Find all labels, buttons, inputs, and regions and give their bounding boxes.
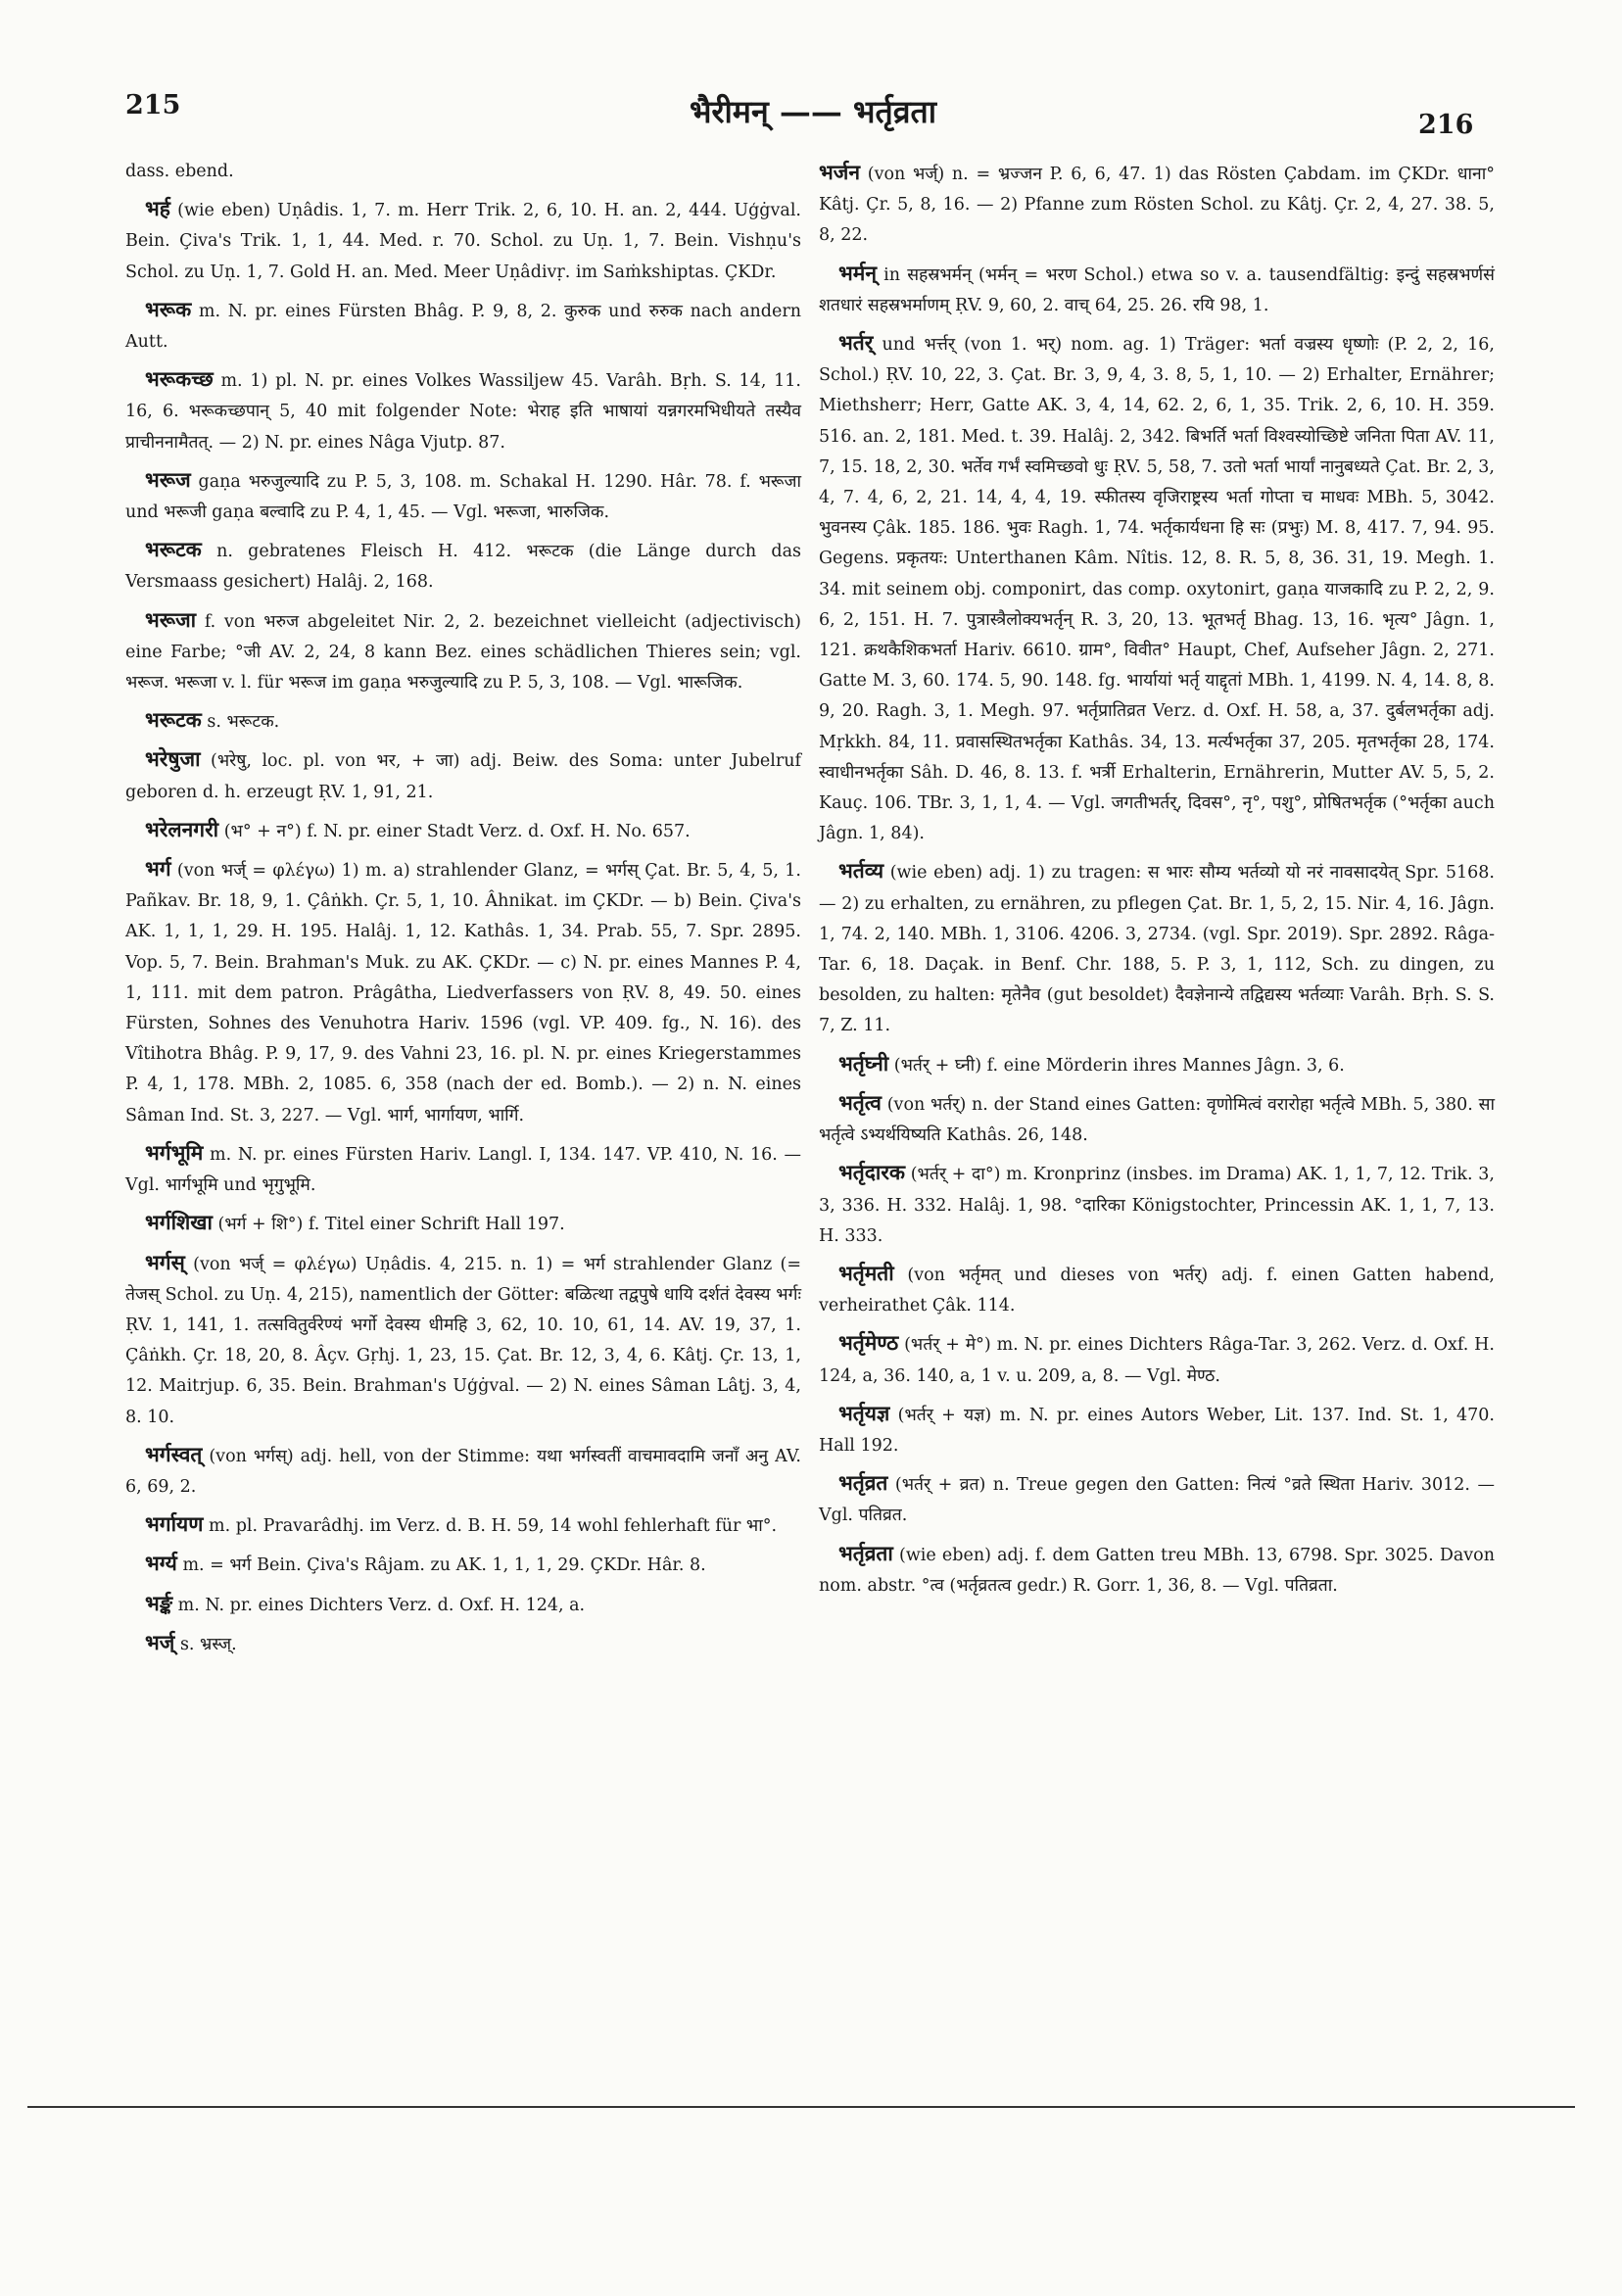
entry-headword: भर्तृव्रता [838,1540,893,1565]
entry-text: m. N. pr. eines Fürsten Bhâg. P. 9, 8, 2. कुरुक und रुरुक nach andern Autt. [125,301,801,353]
entry-headword: भरेषुजा [145,746,201,772]
dictionary-entry [125,1247,801,1433]
entry-headword: भर्गायण [145,1511,204,1537]
entry-headword: भरूकच्छ [145,366,214,392]
entry-headword: भर्गस्वत् [145,1441,203,1466]
entry-text: (wie eben) adj. f. dem Gatten treu MBh. 13, 6798. Spr. 3025. Davon nom. abstr. °त्व (भर्तृव्रतत्व gedr.) R. Gorr. 1, 36, 8. — Vgl. पतिव्रता. [819,1545,1495,1596]
entry-headword: भर्तृत्व [838,1089,882,1115]
entry-headword: भर्तृमती [838,1260,894,1285]
entry-headword: भर्तृदारक [838,1160,906,1185]
entry-headword: भरूज [145,466,191,492]
entry-text: m. N. pr. eines Fürsten Hariv. Langl. I, 134. 147. VP. 410, N. 16. — Vgl. भार्गभूमि und भृगुभूमि. [125,1144,801,1196]
dictionary-entry [819,1538,1495,1602]
entry-headword: भर्तृमेण्ठ [838,1330,899,1356]
entry-text: (भर्तर् + घ्नी) f. eine Mörderin ihres Mannes Jâgn. 3, 6. [893,1055,1345,1076]
entry-text: m. 1) pl. N. pr. eines Volkes Wassiljew 45. Varâh. Bṛh. S. 14, 11. 16, 6. भरूकच्छपान् 5, 40 mit folgender Note: भेराह इति भाषायां यन्नगरमभिधीयते तस्यैव प्राचीननामैतत्. — 2) N. pr. eines Nâga Vjutp. 87. [125,371,801,453]
entry-text: (भर्तर् + यज्ञ) m. N. pr. eines Autors Weber, Lit. 137. Ind. St. 1, 470. Hall 192. [819,1405,1495,1456]
dictionary-entry [819,1327,1495,1391]
entry-headword: भर्ग्य [145,1551,177,1576]
entry-text: (भ° + न°) f. N. pr. einer Stadt Verz. d. Oxf. H. No. 657. [223,821,691,841]
dictionary-entry [819,1258,1495,1321]
entry-headword: भर्तर् [838,330,874,356]
dictionary-entry [125,1548,801,1581]
dictionary-entry [125,853,801,1131]
dictionary-entry [819,327,1495,849]
left-page-number: 215 [125,90,181,120]
entry-headword: भर्ङ्क [145,1590,173,1615]
entry-text: (भर्तर् + मे°) m. N. pr. eines Dichters Râga-Tar. 3, 262. Verz. d. Oxf. H. 124, a, 36. 140, a, 1 v. u. 209, a, 8. — Vgl. मेण्ठ. [819,1335,1495,1386]
dictionary-entry [819,1467,1495,1531]
entry-text: gaṇa भरुजुल्यादि zu P. 5, 3, 108. m. Schakal H. 1290. Hâr. 78. f. भरूजा und भरूजी gaṇa बल्वादि zu P. 4, 1, 45. — Vgl. भरूजा, भारुजिक. [125,471,801,523]
entry-text: in सहस्रभर्मन् (भर्मन् = भरण Schol.) etwa so v. a. tausendfältig: इन्दुं सहस्रभर्णसं शतधारं सहस्रभर्माणम् ṚV. 9, 60, 2. वाच् 64, 25. 26. रयि 98, 1. [819,264,1495,315]
dictionary-entry [819,855,1495,1041]
dictionary-entry [819,1398,1495,1461]
entry-text: m. pl. Pravarâdhj. im Verz. d. B. H. 59, 14 wohl fehlerhaft für भा°. [208,1516,778,1537]
entry-text: (भरेषु, loc. pl. von भर, + जा) adj. Beiw. des Soma: unter Jubelruf geboren d. h. erzeugt ṚV. 1, 91, 21. [125,751,801,802]
entry-headword: भर्ज् [145,1629,175,1654]
dictionary-entry [819,1048,1495,1081]
entry-headword: भर्ह [145,196,170,221]
entry-headword: भर्तव्य [838,858,884,884]
entry-text: (von भर्तर्) n. der Stand eines Gatten: वृणोमित्वं वरारोहा भर्तृत्वे MBh. 5, 380. सा भर्तृत्वे ऽभ्यर्थयिष्यति Kathâs. 26, 148. [819,1094,1495,1146]
entry-text: (von भर्ज् = φλέγω) Uṇâdis. 4, 215. n. 1) = भर्ग strahlender Glanz (= तेजस् Schol. zu Uṇ. 4, 215), namentlich der Götter: बळित्था तद्वपुषे धायि दर्शतं देवस्य भर्गः ṚV. 1, 141, 1. तत्सवितुर्वरेण्यं भर्गो देवस्य धीमहि 3, 62, 10. 10, 61, 14. AV. 19, 37, 1. Çâṅkh. Çr. 18, 20, 8. Âçv. Gṛhj. 1, 23, 15. Çat. Br. 12, 3, 4, 6. Kâtj. Çr. 13, 1, 12. Maitrjup. 6, 35. Bein. Brahman's Uģġval. — 2) N. eines Sâman Lâṭj. 3, 4, 8. 10. [125,1254,801,1427]
dictionary-entry [125,1137,801,1201]
entry-headword: भर्गभूमि [145,1139,204,1165]
dictionary-entry [819,1087,1495,1151]
entry-text: (von भर्ज् = φλέγω) 1) m. a) strahlender Glanz, = भर्गस् Çat. Br. 5, 4, 5, 1. Pañkav. Br. 18, 9, 1. Çâṅkh. Çr. 5, 1, 10. Âhnikat. im ÇKDr. — b) Bein. Çiva's AK. 1, 1, 1, 29. H. 195. Halâj. 1, 12. Kathâs. 1, 34. Prab. 55, 7. Spr. 2895. Vop. 5, 7. Bein. Brahman's Muk. zu AK. ÇKDr. — c) N. pr. eines Mannes P. 4, 1, 111. mit dem patron. Prâgâtha, Liedverfassers von ṚV. 8, 49. 50. eines Fürsten, Sohnes des Venuhotra Hariv. 1596 (vgl. VP. 409. fg., N. 16). des Vîtihotra Bhâg. P. 9, 17, 9. des Vahni 23, 16. pl. N. pr. eines Kriegerstammes P. 4, 1, 178. MBh. 2, 1085. 6, 358 (nach der ed. Bomb.). — 2) n. N. eines Sâman Ind. St. 3, 227. — Vgl. भार्ग, भार्गायण, भार्गि. [125,861,801,1125]
entry-text: (भर्तर् + दा°) m. Kronprinz (insbes. im Drama) AK. 1, 1, 7, 12. Trik. 3, 3, 336. H. 332. Halâj. 1, 98. °दारिका Königstochter, Princessin AK. 1, 1, 7, 13. H. 333. [819,1165,1495,1246]
entry-headword: भर्गस् [145,1249,185,1274]
dictionary-entry [125,363,801,458]
dictionary-entry [819,1157,1495,1252]
entry-text: (von भर्तृमत् und dieses von भर्तर्) adj. f. einen Gatten habend, verheirathet Çâk. 114. [819,1265,1495,1316]
right-page-number: 216 [1418,110,1474,140]
entry-headword: भर्गशिखा [145,1210,213,1235]
dictionary-entry [819,258,1495,321]
dictionary-entry [125,1207,801,1240]
dictionary-entry [819,157,1495,252]
entry-headword: भर्ग [145,856,171,882]
dictionary-entry [125,704,801,738]
entry-headword: भर्तृघ्नी [838,1050,889,1076]
entry-headword: भर्तृयज्ञ [838,1400,890,1425]
entry-text: n. gebratenes Fleisch H. 412. भरूटक (die Länge durch das Versmaass gesichert) Halâj. 2, 168. [125,542,801,593]
right-column [819,157,1495,1607]
entry-text: (भर्तर् + व्रत) n. Treue gegen den Gatten: नित्यं °व्रते स्थिता Hariv. 3012. — Vgl. पतिव्रत. [819,1475,1495,1526]
dictionary-entry [125,464,801,528]
entry-text: dass. ebend. [125,162,234,181]
entry-text: (wie eben) adj. 1) zu tragen: स भारः सौम्य भर्तव्यो यो नरं नावसादयेत् Spr. 5168. — 2) zu erhalten, zu ernähren, zu pflegen Çat. Br. 1, 5, 2, 15. Nir. 4, 16. Jâgn. 1, 74. 2, 140. MBh. 1, 3106. 4206. 3, 2734. (vgl. Spr. 2019). Spr. 2892. Râga-Tar. 6, 18. Daçak. in Benf. Chr. 188, 5. P. 3, 1, 112, Sch. zu dingen, zu besolden, zu halten: मृतेनैव (gut besoldet) दैवज्ञेनान्ये तद्विद्यस्य भर्तव्याः Varâh. Bṛh. S. S. 7, Z. 11. [819,863,1495,1036]
entry-text: (भर्ग + शि°) f. Titel einer Schrift Hall 197. [217,1215,565,1235]
dictionary-entry [125,193,801,288]
entry-headword: भरेलनगरी [145,816,219,841]
dictionary-entry [125,294,801,358]
dictionary-entry [125,1627,801,1660]
dictionary-entry [125,1588,801,1621]
dictionary-entry [125,1439,801,1503]
entry-headword: भर्जन [819,160,860,184]
entry-text: m. N. pr. eines Dichters Verz. d. Oxf. H. 124, a. [177,1595,586,1615]
entry-text: s. भरूटक. [207,712,280,733]
dictionary-entry [125,604,801,699]
left-column [125,157,801,1666]
entry-headword: भरूटक [145,537,202,562]
dictionary-entry [125,743,801,807]
entry-headword: भरूटक [145,707,202,733]
dictionary-entry [125,1508,801,1542]
running-header: भैरीमन् —— भर्तृव्रता [689,93,937,130]
entry-headword: भर्तृव्रत [838,1470,888,1496]
bottom-rule [27,2106,1575,2108]
entry-text: s. भ्रस्ज्. [179,1634,237,1654]
entry-text: m. = भर्ग Bein. Çiva's Râjam. zu AK. 1, 1, 1, 29. ÇKDr. Hâr. 8. [182,1555,706,1576]
entry-headword: भरूजा [145,606,197,632]
dictionary-entry [125,157,801,187]
dictionary-entry [125,534,801,598]
entry-text: und भर्त्तर् (von 1. भर्) nom. ag. 1) Träger: भर्ता वज्रस्य धृष्णोः (P. 2, 2, 16, Schol.) ṚV. 10, 22, 3. Çat. Br. 3, 9, 4, 3. 8, 5, 1, 10. — 2) Erhalter, Ernährer; Miethsherr; Herr, Gatte AK. 3, 4, 14, 62. 2, 6, 1, 35. Trik. 2, 6, 10. H. 359. 516. an. 2, 181. Med. t. 39. Halâj. 2, 342. बिभर्ति भर्ता विश्वस्योच्छिष्टे जनिता पिता AV. 11, 7, 15. 18, 2, 30. भर्तेव गर्भं स्वमिच्छवो धुः ṚV. 5, 58, 7. उतो भर्ता भार्यां नानुबध्यते Çat. Br. 2, 3, 4, 7. 4, 6, 2, 21. 14, 4, 4, 19. स्फीतस्य वृजिराष्ट्रस्य भर्ता गोप्ता च माधवः MBh. 5, 3042. भुवनस्य Çâk. 185. 186. भुवः Ragh. 1, 74. भर्तृकार्यधना हि सः (प्रभुः) M. 8, 417. 7, 94. 95. Gegens. प्रकृतयः: Unterthanen Kâm. Nîtis. 12, 8. R. 5, 8, 36. 31, 19. Megh. 1. 34. mit seinem obj. componirt, das comp. oxytonirt, gaṇa याजकादि zu P. 2, 2, 9. 6, 2, 151. H. 7. पुत्रास्त्रैलोक्यभर्तृन् R. 3, 20, 13. भूतभर्तृ Bhag. 13, 16. भृत्य° Jâgn. 1, 121. क्रथकैशिकभर्ता Hariv. 6610. ग्राम°, विवीत° Haupt, Chef, Aufseher Jâgn. 2, 271. Gatte M. 3, 60. 174. 5, 90. 148. fg. भार्यायां भर्तृ याद्दृतां MBh. 1, 4199. N. 4, 14. 8, 8. 9, 20. Ragh. 3, 1. Megh. 97. भर्तृप्रातिव्रत Verz. d. Oxf. H. 58, a, 37. दुर्बलभर्तृका adj. Mṛkkh. 84, 11. प्रवासस्थितभर्तृका Kathâs. 34, 13. मर्त्यभर्तृका 37, 205. मृतभर्तृका 28, 174. स्वाधीनभर्तृका Sâh. D. 46, 8. 13. f. भर्त्री Erhalterin, Ernährerin, Mutter AV. 5, 5, 2. Kauç. 106. TBr. 3, 1, 1, 4. — Vgl. जगतीभर्तर्, दिवस°, नृ°, पशु°, प्रोषितभर्तृक (°भर्तृका auch Jâgn. 1, 84). [819,335,1495,844]
entry-text: (wie eben) Uṇâdis. 1, 7. m. Herr Trik. 2, 6, 10. H. an. 2, 444. Uģġval. Bein. Çiva's Trik. 1, 1, 44. Med. r. 70. Schol. zu Uṇ. 1, 7. Bein. Vishṇu's Schol. zu Uṇ. 1, 7. Gold H. an. Med. Meer Uṇâdivṛ. im Saṁkshiptas. ÇKDr. [125,201,801,282]
entry-text: (von भर्ज्) n. = भ्रज्जन P. 6, 6, 47. 1) das Rösten Çabdam. im ÇKDr. धाना° Kâtj. Çr. 5, 8, 16. — 2) Pfanne zum Rösten Schol. zu Kâtj. Çr. 2, 4, 27. 38. 5, 8, 22. [819,165,1495,246]
entry-headword: भर्मन् [838,260,877,285]
entry-headword: भरूक [145,296,192,321]
entry-text: (von भर्गस्) adj. hell, von der Stimme: यथा भर्गस्वतीं वाचमावदामि जनाँ अनु AV. 6, 69, 2. [125,1446,801,1497]
entry-text: f. von भरुज abgeleitet Nir. 2, 2. bezeichnet vielleicht (adjectivisch) eine Farbe; °जी AV. 2, 24, 8 kann Bez. eines schädlichen Thieres sein; vgl. भरूज. भरूजा v. l. für भरूज im gaṇa भरुजुल्यादि zu P. 5, 3, 108. — Vgl. भारूजिक. [125,611,801,694]
dictionary-entry [125,814,801,847]
